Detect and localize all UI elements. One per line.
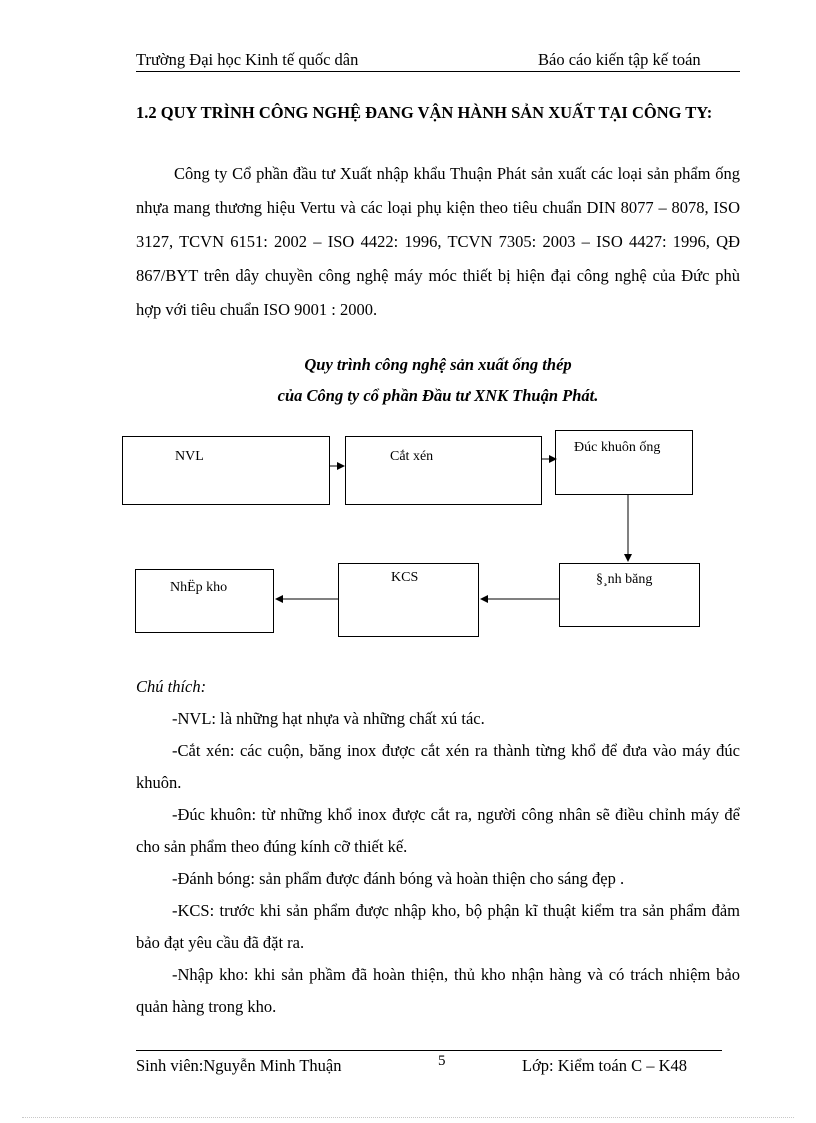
legend-item: -Đánh bóng: sản phẩm được đánh bóng và hoàn thiện cho sáng đẹp . xyxy=(172,869,625,888)
footer-student: Sinh viên:Nguyễn Minh Thuận xyxy=(136,1056,342,1075)
footer-class: Lớp: Kiểm toán C – K48 xyxy=(522,1056,687,1075)
intro-paragraph: Công ty Cổ phần đầu tư Xuất nhập khẩu Thuận Phát sản xuất các loại sản phẩm ống nhựa mang thương hiệu Vertu và các loại phụ kiện theo tiêu chuẩn DIN 8077 – 8078, ISO 3127, TCVN 6151: 2002 – ISO 4422: 1996, TCVN 7305: 2003 – ISO 4427: 1996, QĐ 867/BYT trên dây chuyền công nghệ máy móc thiết bị hiện đại công nghệ của Đức phù hợp với tiêu chuẩn ISO 9001 : 2000. xyxy=(136,164,740,319)
box-cat-xen-label: Cắt xén xyxy=(390,449,434,464)
legend-list xyxy=(136,703,740,1023)
diagram-caption-line1: Quy trình công nghệ sản xuất ống thép xyxy=(304,355,572,374)
legend-item: -KCS: trước khi sản phẩm được nhập kho, bộ phận kĩ thuật kiểm tra sản phẩm đảm bảo đạt yêu cầu đã đặt ra. xyxy=(136,901,740,952)
legend-item: -Đúc khuôn: từ những khổ inox được cắt ra, người công nhân sẽ điều chỉnh máy để cho sản phẩm theo đúng kính cỡ thiết kế. xyxy=(136,805,740,856)
box-kcs-label: KCS xyxy=(391,570,419,585)
page-number: 5 xyxy=(438,1053,446,1069)
section-title: 1.2 QUY TRÌNH CÔNG NGHỆ ĐANG VẬN HÀNH SẢN XUẤT TẠI CÔNG TY: xyxy=(136,103,713,122)
footer-rule xyxy=(136,1050,722,1051)
diagram-caption-line2: của Công ty cổ phần Đầu tư XNK Thuận Phát. xyxy=(277,386,599,405)
box-duc-khuon-label: Đúc khuôn ống xyxy=(574,440,661,455)
box-nhap-kho-label: NhËp kho xyxy=(170,580,228,595)
legend-item: -NVL: là những hạt nhựa và những chất xú tác. xyxy=(172,709,485,728)
box-danh-bang-label: §¸nh băng xyxy=(596,572,653,587)
header-report-title: Báo cáo kiến tập kế toán xyxy=(538,50,701,69)
page-bottom-dotted-line xyxy=(22,1117,794,1118)
box-nvl-label: NVL xyxy=(175,449,204,464)
legend-item: -Cắt xén: các cuộn, băng inox được cắt xén ra thành từng khổ để đưa vào máy đúc khuôn. xyxy=(136,741,740,792)
legend-title: Chú thích: xyxy=(136,677,207,696)
header-school: Trường Đại học Kinh tế quốc dân xyxy=(136,50,359,69)
legend-item: -Nhập kho: khi sản phầm đã hoàn thiện, thủ kho nhận hàng và có trách nhiệm bảo quản hàng trong kho. xyxy=(136,965,740,1016)
